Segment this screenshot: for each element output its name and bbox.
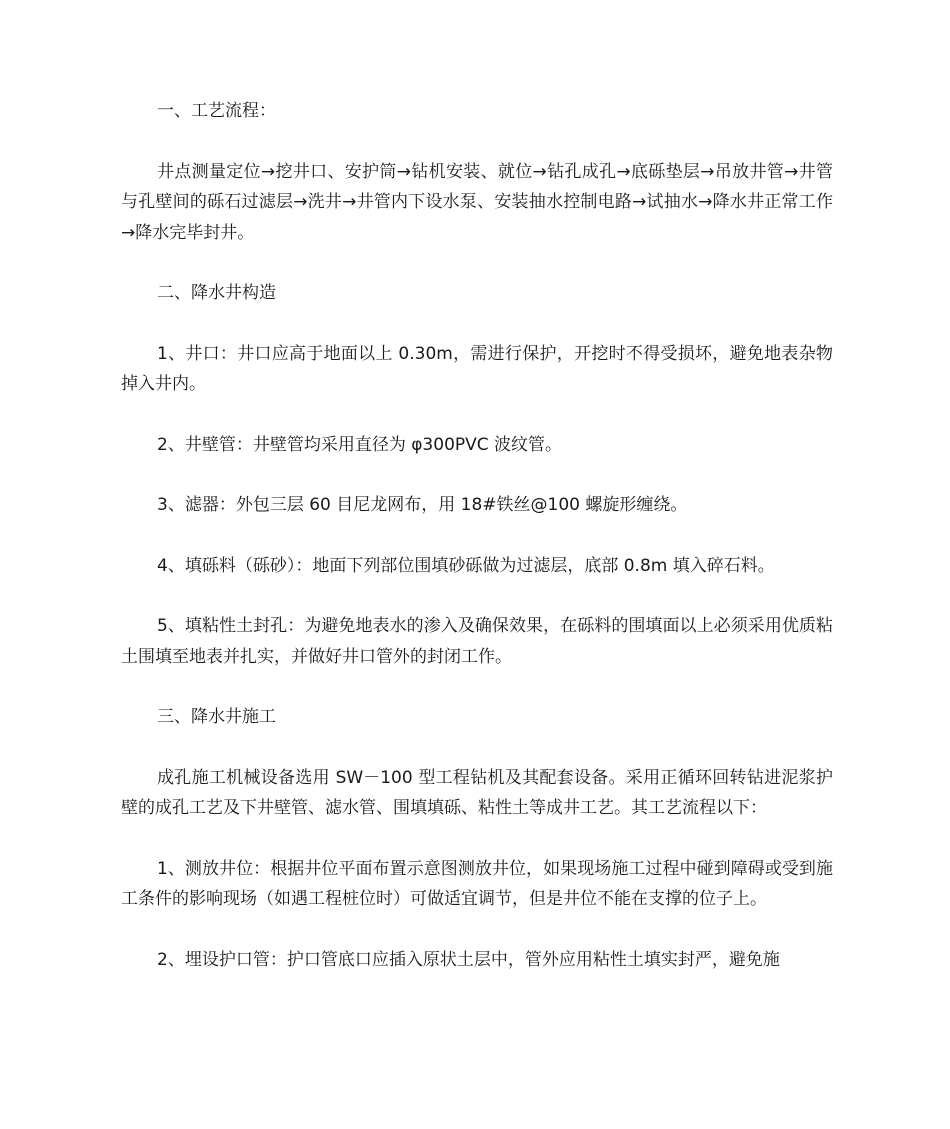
paragraph-drilling-equipment: 成孔施工机械设备选用 SW－100 型工程钻机及其配套设备。采用正循环回转钻进泥浆护壁的成孔工艺及下井壁管、滤水管、围填填砾、粘性土等成井工艺。其工艺流程以下：	[121, 767, 833, 818]
paragraph-casing-installation: 2、埋设护口管：护口管底口应插入原状土层中，管外应用粘性土填实封严，避免施	[157, 949, 780, 970]
paragraph-filter: 3、滤器：外包三层 60 目尼龙网布，用 18#铁丝@100 螺旋形缠绕。	[157, 495, 688, 515]
paragraph-process-steps: 井点测量定位→挖井口、安护筒→钻机安装、就位→钻孔成孔→底砾垫层→吊放井管→井管与孔壁间的砾石过滤层→洗井→井管内下设水泵、安装抽水控制电路→试抽水→降水井正常工作→降水完毕封井。	[121, 161, 833, 243]
document-page	[121, 96, 833, 975]
paragraph-well-positioning: 1、测放井位：根据井位平面布置示意图测放井位，如果现场施工过程中碰到障碍或受到施工条件的影响现场（如遇工程桩位时）可做适宜调节，但是井位不能在支撑的位子上。	[121, 858, 833, 909]
heading-process-flow: 一、工艺流程：	[157, 101, 276, 121]
heading-well-structure: 二、降水井构造	[157, 283, 276, 303]
paragraph-well-mouth: 1、井口：井口应高于地面以上 0.30m，需进行保护，开挖时不得受损坏，避免地表杂物掉入井内。	[121, 343, 833, 394]
paragraph-well-wall-pipe: 2、井壁管：井壁管均采用直径为 φ300PVC 波纹管。	[157, 434, 563, 455]
paragraph-clay-seal: 5、填粘性土封孔：为避免地表水的渗入及确保效果，在砾料的围填面以上必须采用优质粘土围填至地表并扎实，并做好井口管外的封闭工作。	[121, 616, 833, 667]
heading-well-construction: 三、降水井施工	[157, 707, 276, 727]
paragraph-gravel-fill: 4、填砾料（砾砂）：地面下列部位围填砂砾做为过滤层，底部 0.8m 填入碎石料。	[157, 555, 775, 576]
